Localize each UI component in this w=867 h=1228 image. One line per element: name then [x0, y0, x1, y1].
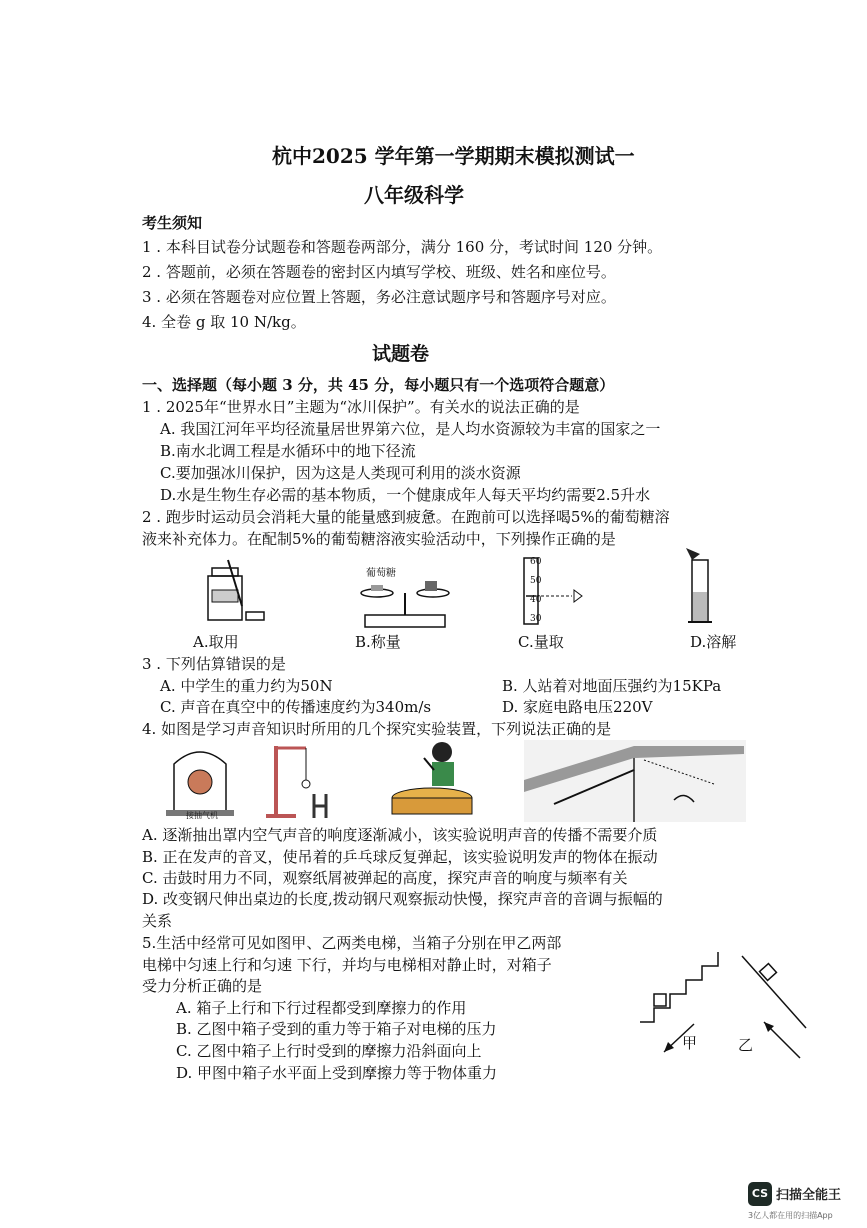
q3-stem: 3 . 下列估算错误的是 [142, 655, 286, 673]
q3-option-d: D. 家庭电路电压220V [502, 698, 653, 716]
part1-heading: 一、选择题（每小题 3 分，共 45 分，每小题只有一个选项符合题意） [142, 376, 615, 394]
q2-image-cylinder [512, 556, 592, 628]
q2-stem-line2: 液来补充体力。在配制5%的葡萄糖溶液实验活动中，下列操作正确的是 [142, 530, 616, 548]
q2-tick-60: 60 [530, 557, 542, 567]
q1-stem: 1 . 2025年“世界水日”主题为“冰川保护”。有关水的说法正确的是 [142, 398, 580, 416]
q2-stem-line1: 2 . 跑步时运动员会消耗大量的能量感到疲惫。在跑前可以选择喝5%的葡萄糖溶 [142, 508, 670, 526]
q1-option-c: C.要加强冰川保护，因为这是人类现可利用的淡水资源 [160, 464, 521, 482]
q4-option-c: C. 击鼓时用力不同，观察纸屑被弹起的高度，探究声音的响度与频率有关 [142, 869, 628, 887]
q5-option-d: D. 甲图中箱子水平面上受到摩擦力等于物体重力 [176, 1064, 498, 1082]
notice-item-2: 2 . 答题前，必须在答题卷的密封区内填写学校、班级、姓名和座位号。 [142, 263, 616, 281]
q4-option-d: D. 改变钢尺伸出桌边的长度,拨动钢尺观察振动快慢，探究声音的音调与振幅的 [142, 890, 663, 908]
q1-option-d: D.水是生物生存必需的基本物质，一个健康成年人每天平均约需要2.5升水 [160, 486, 651, 504]
exam-subtitle: 八年级科学 [364, 183, 464, 207]
notice-item-3: 3 . 必须在答题卷对应位置上答题，务必注意试题序号和答题序号对应。 [142, 288, 616, 306]
q2-tick-40: 40 [530, 595, 542, 605]
scanner-logo-icon: CS [748, 1182, 772, 1206]
q2-image-balance [355, 575, 455, 630]
q4-option-a: A. 逐渐抽出罩内空气声音的响度逐渐减小，该实验说明声音的传播不需要介质 [142, 826, 658, 844]
exam-title: 杭中2025 学年第一学期期末模拟测试一 [272, 144, 635, 168]
q2-image-take [200, 558, 270, 628]
scanner-watermark [748, 1182, 863, 1224]
q2-tick-30: 30 [530, 614, 542, 624]
q3-option-b: B. 人站着对地面压强约为15KPa [502, 677, 722, 695]
q2-label-d: D.溶解 [690, 633, 737, 651]
q5-image-escalators [630, 948, 810, 1064]
q4-option-b: B. 正在发声的音叉，使吊着的乒乓球反复弹起，该实验说明发声的物体在振动 [142, 848, 658, 866]
q1-option-b: B.南水北调工程是水循环中的地下径流 [160, 442, 416, 460]
q5-option-a: A. 箱子上行和下行过程都受到摩擦力的作用 [176, 999, 467, 1017]
q1-option-a: A. 我国江河年平均径流量居世界第六位，是人均水资源较为丰富的国家之一 [160, 420, 661, 438]
q4-bell-jar-label: 接抽气机 [186, 811, 218, 820]
section-title: 试题卷 [372, 343, 430, 365]
q2-label-a: A.取用 [193, 633, 239, 651]
q5-figure-label-yi: 乙 [738, 1036, 754, 1054]
q4-image-tuning-fork [262, 740, 342, 820]
q5-stem-line3: 受力分析正确的是 [142, 977, 263, 995]
q3-option-c: C. 声音在真空中的传播速度约为340m/s [160, 698, 432, 716]
q5-stem-line2: 电梯中匀速上行和匀速 下行，并均与电梯相对静止时，对箱子 [142, 956, 552, 974]
q4-image-drum [388, 738, 478, 822]
scanner-app-name: 扫描全能王 [776, 1188, 842, 1203]
q4-image-bell-jar [160, 740, 240, 820]
q2-label-b: B.称量 [355, 633, 401, 651]
q5-option-c: C. 乙图中箱子上行时受到的摩擦力沿斜面向上 [176, 1042, 482, 1060]
q5-option-b: B. 乙图中箱子受到的重力等于箱子对电梯的压力 [176, 1020, 497, 1038]
q4-stem: 4. 如图是学习声音知识时所用的几个探究实验装置，下列说法正确的是 [142, 720, 612, 738]
q2-image-dissolve [678, 544, 728, 628]
q3-option-a: A. 中学生的重力约为50N [160, 677, 333, 695]
q4-option-d-cont: 关系 [142, 912, 173, 930]
q2-tick-50: 50 [530, 576, 542, 586]
scanner-tagline: 3亿人都在用的扫描App [748, 1211, 833, 1220]
notice-item-4: 4. 全卷 g 取 10 N/kg。 [142, 313, 306, 331]
q4-image-ruler [524, 740, 746, 822]
notice-heading: 考生须知 [142, 214, 203, 232]
q5-figure-label-jia: 甲 [682, 1034, 698, 1052]
q2-label-c: C.量取 [518, 633, 564, 651]
q2-balance-label: 葡萄糖 [366, 568, 396, 579]
q5-stem-line1: 5.生活中经常可见如图甲、乙两类电梯，当箱子分别在甲乙两部 [142, 934, 562, 952]
notice-item-1: 1 . 本科目试卷分试题卷和答题卷两部分，满分 160 分，考试时间 120 分钟。 [142, 238, 663, 256]
